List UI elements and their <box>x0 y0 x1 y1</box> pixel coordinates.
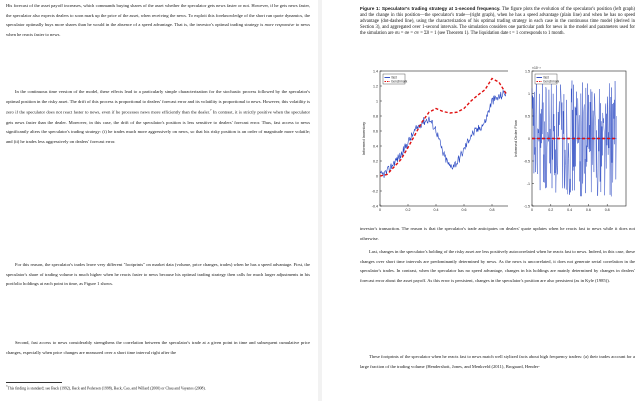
footnote-number: 7 <box>6 385 8 388</box>
paragraph-right-3-text: These footprints of the speculator when he reacts fast to news match well stylized facts about high frequency traders: (a) their trades account for a large fraction of the trading volume (Hendershott, Jones, and Menkveld (2011), Brogaard, Hender- <box>360 354 635 369</box>
paragraph-1 <box>6 1 310 40</box>
y-axis-label: Informed Inventory <box>361 121 366 156</box>
y-tick-label: 0.8 <box>373 114 378 119</box>
paragraph-right-1 <box>360 224 635 243</box>
paragraph-1-end: to news when he reacts faster to news. <box>6 22 311 38</box>
x-tick-label: 0.2 <box>548 208 554 212</box>
footnote-text: This finding is standard; see Back (1992), Back and Pedersen (1998), Back, Cao, and Willard (2000) or Chau and Vayanos (2008). <box>7 386 206 391</box>
paragraph-2-text: In the continuous time version of the model, these effects lead to a particularly simple characterization for the stochastic process followed by the speculator's optimal position in the risky asset. The drift of this process is proportional to dealers' forecast error and its volatility is proportional to news. However, this volatility is zero if the speculator does not react faster to news, even if he processes news more efficiently than the dealer. <box>6 89 310 115</box>
y-scale-label: ×10⁻³ <box>532 66 541 70</box>
figure-caption-text: The figure plots the evolution of the speculator's position (left graph) and the change in this position—the speculator's trade—(right graph), when he has a speed advantage (plain line) and when he has no speed advantage (dot-dashed line), using the characterization of his optimal trading strategy in each case in the continuous time model (derived in Section 3), and aggregated over 1-second intervals. The simulation considers one particular path for news in the model and parameters used for the simulation are σu = σe = σv = Σ0 = 1 (see Theorem 1). The liquidation date t = 1 corresponds to 1 month. <box>360 7 635 37</box>
x-tick-label: 0 <box>531 208 533 212</box>
legend-label: benchmark <box>391 79 408 84</box>
paragraph-3-text: For this reason, the speculator's trades leave very different "footprints" on market data (volume, price changes, trades) when he has a speed advantage. First, the speculator's share of trading volume is much higher when he reacts faster to news because his optimal trading strategy then calls for much larger adjustments in his portfolio holdings at each point in time, as Figure 1 shows. <box>6 262 310 287</box>
paragraph-right-3 <box>360 352 635 371</box>
footnote <box>6 384 310 391</box>
y-tick-label: 0 <box>528 136 530 141</box>
y-axis-label: Informed Order Flow <box>513 120 518 157</box>
y-tick-label: 1.5 <box>525 69 530 74</box>
footnote-rule <box>6 382 62 383</box>
x-tick-label: 0.6 <box>585 208 591 212</box>
paragraph-4 <box>6 338 310 357</box>
y-tick-label: -0.5 <box>523 159 530 164</box>
y-tick-label: 0.5 <box>525 114 530 119</box>
x-tick-label: 0.2 <box>405 208 411 212</box>
paragraph-1-emphasis: more responsive <box>264 22 295 28</box>
paragraph-right-1-text: investor's transaction. The reason is that the speculator's trade anticipates on dealers' quote updates when he reacts fast to news while it does not otherwise. <box>360 226 635 241</box>
y-tick-label: -1 <box>526 181 530 186</box>
inventory-chart <box>358 65 528 223</box>
order-flow-chart-svg <box>508 65 633 223</box>
paragraph-2-end: In contrast, it is strictly positive when the speculator gets news faster than the dealer. Moreover, in this case, the drift of the speculator's position is less sensitive to dealers' forecast error. Thus, fast access to news significantly alters the speculator's trading strategy: (i) he trades much more aggressively on news, so that his risky position is an order of magnitude more volatile; and (ii) he trades less aggressively on dealers' forecast error. <box>6 109 310 145</box>
y-tick-label: 1 <box>376 99 378 104</box>
paragraph-right-2 <box>360 247 635 286</box>
x-tick-label: 0.8 <box>489 208 495 212</box>
y-tick-label: -0.2 <box>371 189 378 194</box>
y-tick-label: 0.2 <box>373 159 378 164</box>
paragraph-right-2-text: Last, changes in the speculator's holding of the risky asset are less positively autocorrelated when he reacts fast to news. Indeed, in this case, these changes over short time intervals are predominantly determined by news. As the news is uncorrelated, it does not generate serial correlation in the speculator's trades. In contrast, when the speculator has no speed advantage, changes in his holdings are mainly determined by changes in dealers' forecast error about the asset payoff. As this error is persistent, changes in the speculator's position are also persistent (as in Kyle (1985)). <box>360 249 635 284</box>
y-tick-label: -1.5 <box>523 204 530 209</box>
y-tick-label: 0.6 <box>373 129 378 134</box>
footnote-ref[interactable]: 7 <box>210 108 212 113</box>
plot-area <box>380 71 520 206</box>
paragraph-4-text: Second, fast access to news considerably strengthens the correlation between the speculator's trade at a given point in time and subsequent cumulative price changes, especially when price changes are measured over a short time interval right after the <box>6 340 310 355</box>
figure-caption <box>360 6 635 37</box>
order-flow-chart <box>508 65 633 223</box>
y-tick-label: 0.4 <box>373 144 378 149</box>
y-tick-label: 0 <box>376 174 378 179</box>
x-tick-label: 0 <box>379 208 381 212</box>
x-tick-label: 0.4 <box>433 208 439 212</box>
legend-label: fast <box>391 75 397 80</box>
inventory-chart-svg <box>358 65 528 223</box>
paragraph-3 <box>6 260 310 289</box>
y-tick-label: 1 <box>528 91 530 96</box>
paragraph-2 <box>6 87 310 147</box>
legend-label: benchmark <box>543 79 560 84</box>
figure-caption-label: Figure 1: Speculator's trading strategy at 1-second frequency. <box>360 6 501 11</box>
x-tick-label: 0.6 <box>461 208 467 212</box>
x-tick-label: 0.4 <box>567 208 573 212</box>
x-tick-label: 0.8 <box>604 208 610 212</box>
y-tick-label: -0.4 <box>371 204 378 209</box>
legend-label: fast <box>543 75 549 80</box>
y-tick-label: 1.4 <box>373 69 378 74</box>
paragraph-1-text: His forecast of the asset payoff increases, which commands buying shares of the asset whether the speculator gets news faster or not. However, if he gets news faster, the speculator also expects dealers to soon mark up the price of the asset, when receiving the news. To exploit this foreknowledge of the short run quote dynamics, the speculator optimally buys more shares than he would in the absence of a speed advantage. That is, the investor's optimal trading strategy is <box>6 3 310 28</box>
left-page <box>0 0 318 401</box>
y-tick-label: 1.2 <box>373 84 378 89</box>
